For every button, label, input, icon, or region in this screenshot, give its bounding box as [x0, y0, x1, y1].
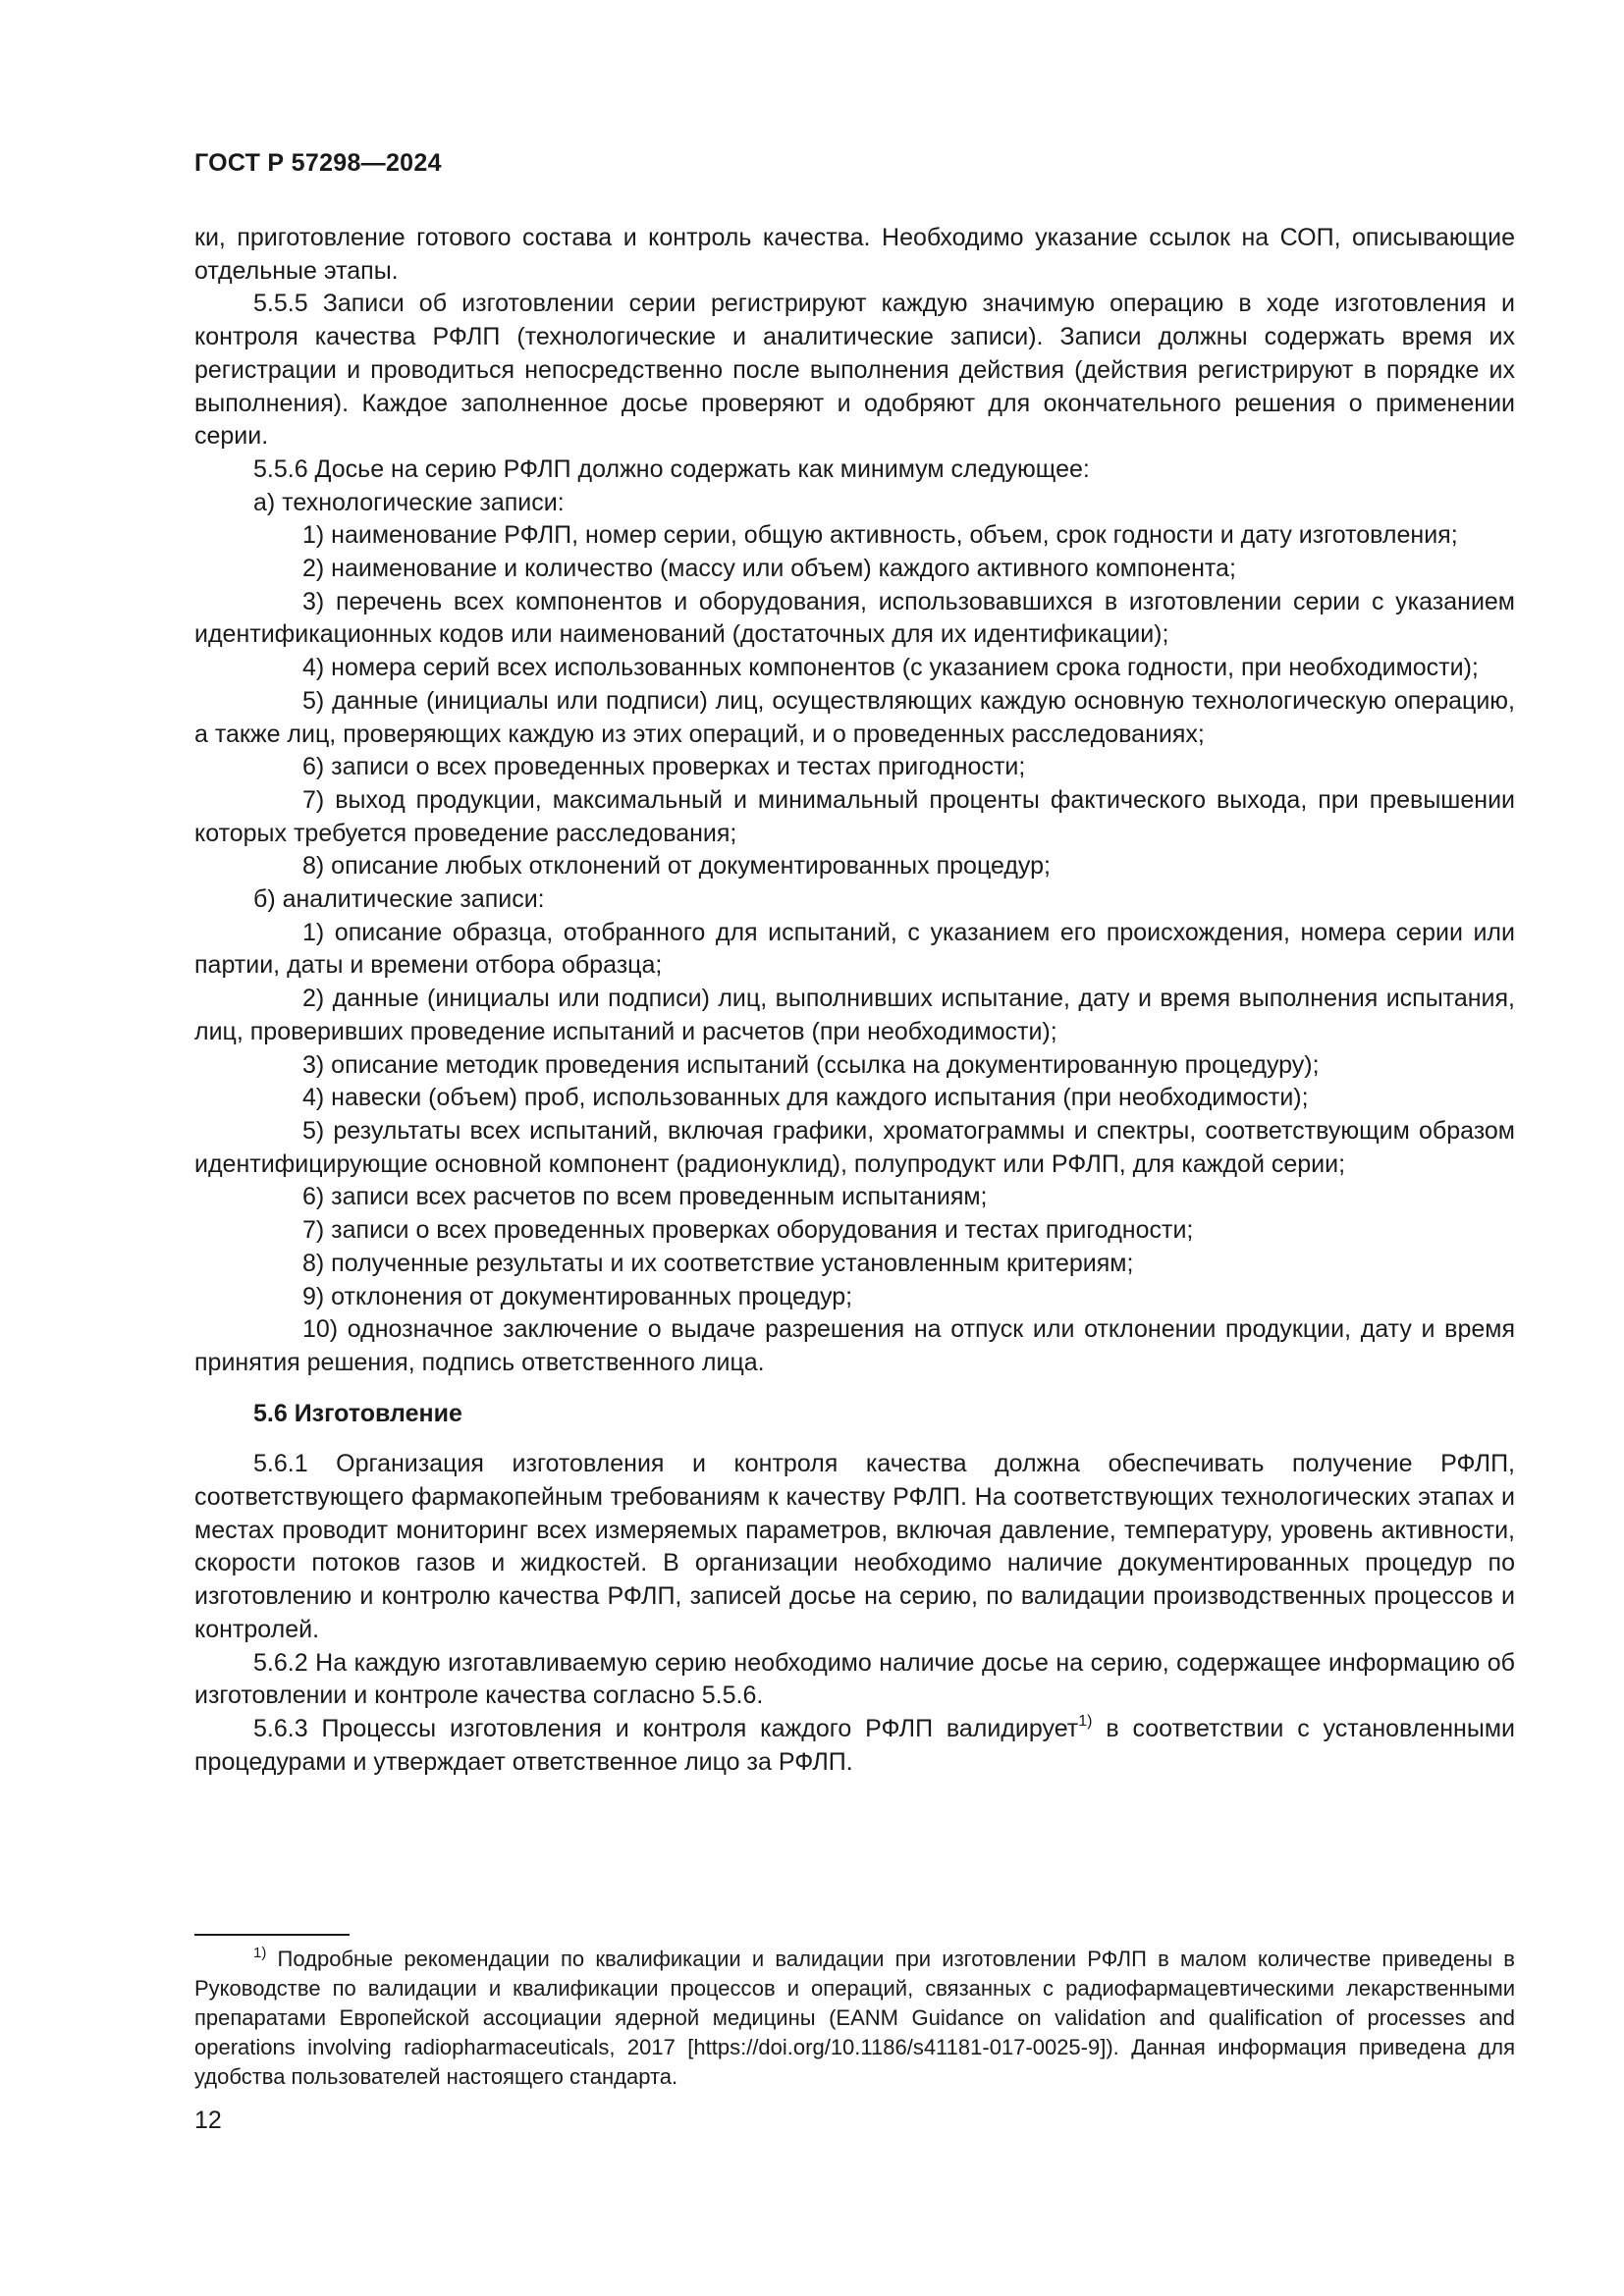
- list-item-tech-5: 5) данные (инициалы или подписи) лиц, осуществляющих каждую основную технологическую операцию, а также лиц, проверяющих каждую из этих операций, и о проведенных расследованиях;: [194, 686, 1515, 748]
- list-item-tech-8: 8) описание любых отклонений от документированных процедур;: [302, 852, 1051, 881]
- list-item-tech-6: 6) записи о всех проведенных проверках и тестах пригодности;: [302, 753, 1026, 781]
- paragraph-5-6-3-text-after: в соответствии с установленными процедурами и утверждает ответственное лицо за РФЛП.: [194, 1714, 1515, 1776]
- paragraph-intro-continuation: ки, приготовление готового состава и контроль качества. Необходимо указание ссылок на СОП, описывающие отдельные этапы.: [194, 224, 1515, 285]
- list-item-tech-2: 2) наименование и количество (массу или объем) каждого активного компонента;: [302, 555, 1236, 583]
- list-label-analytical-records: б) аналитические записи:: [253, 885, 545, 914]
- list-item-anal-8: 8) полученные результаты и их соответствие установленным критериям;: [302, 1249, 1134, 1277]
- list-item-anal-10: 10) однозначное заключение о выдаче разрешения на отпуск или отклонении продукции, дату и время принятия решения, подпись ответственного лица.: [194, 1315, 1515, 1376]
- main-text: [194, 222, 1515, 1779]
- list-item-anal-4: 4) навески (объем) проб, использованных для каждого испытания (при необходимости);: [302, 1084, 1309, 1112]
- list-item-anal-7: 7) записи о всех проведенных проверках оборудования и тестах пригодности;: [302, 1216, 1194, 1245]
- list-item-tech-1: 1) наименование РФЛП, номер серии, общую активность, объем, срок годности и дату изготовления;: [302, 521, 1458, 550]
- footnote-reference[interactable]: 1): [1078, 1712, 1093, 1730]
- list-item-anal-9: 9) отклонения от документированных процедур;: [302, 1282, 853, 1310]
- footnote-marker: 1): [253, 1945, 267, 1961]
- list-item-tech-3: 3) перечень всех компонентов и оборудования, использовавшихся в изготовлении серии с указанием идентификационных кодов или наименований (достаточных для их идентификации);: [194, 587, 1515, 649]
- paragraph-5-6-2: 5.6.2 На каждую изготавливаемую серию необходимо наличие досье на серию, содержащее информацию об изготовлении и контроле качества согласно 5.5.6.: [194, 1648, 1515, 1710]
- list-item-anal-3: 3) описание методик проведения испытаний (ссылка на документированную процедуру);: [302, 1050, 1320, 1079]
- standard-designation: ГОСТ Р 57298—2024: [194, 149, 442, 177]
- list-item-tech-7: 7) выход продукции, максимальный и минимальный проценты фактического выхода, при превышении которых требуется проведение расследования;: [194, 785, 1515, 847]
- paragraph-5-5-6: 5.5.6 Досье на серию РФЛП должно содержать как минимум следующее:: [253, 454, 1090, 483]
- list-label-technological-records: а) технологические записи:: [253, 488, 565, 516]
- paragraph-5-6-1: 5.6.1 Организация изготовления и контроля качества должна обеспечивать получение РФЛП, соответствующего фармакопейным требованиям к качеству РФЛП. На соответствующих технологических этапах и местах проводит мониторинг всех измеряемых параметров, включая давление, температуру, уровень активности, скорости потоков газов и жидкостей. В организации необходимо наличие документированных процедур по изготовлению и контролю качества РФЛП, записей досье на серию, по валидации производственных процессов и контролей.: [194, 1450, 1515, 1643]
- list-item-anal-1: 1) описание образца, отобранного для испытаний, с указанием его происхождения, номера серии или партии, даты и времени отбора образца;: [194, 918, 1515, 980]
- list-item-anal-2: 2) данные (инициалы или подписи) лиц, выполнивших испытание, дату и время выполнения испытания, лиц, проверивших проведение испытаний и расчетов (при необходимости);: [194, 985, 1515, 1045]
- paragraph-5-5-5: 5.5.5 Записи об изготовлении серии регистрируют каждую значимую операцию в ходе изготовления и контроля качества РФЛП (технологические и аналитические записи). Записи должны содержать время их регистрации и проводиться непосредственно после выполнения действия (действия регистрируют в порядке их выполнения). Каждое заполненное досье проверяют и одобряют для окончательного решения о применении серии.: [194, 290, 1515, 451]
- list-item-anal-6: 6) записи всех расчетов по всем проведенным испытаниям;: [302, 1183, 988, 1211]
- page-number: 12: [194, 2107, 222, 2134]
- list-item-tech-4: 4) номера серий всех использованных компонентов (с указанием срока годности, при необходимости);: [302, 654, 1479, 682]
- footnote-text: Подробные рекомендации по квалификации и валидации при изготовлении РФЛП в малом количестве приведены в Руководстве по валидации и квалификации процессов и операций, связанных с радиофармацевтическими лекарственными препаратами Европейской ассоциации ядерной медицины (EANM Guidance on validation and qualification of processes and operations involving radiopharmaceuticals, 2017 [https://doi.org/10.1186/s41181-017-0025-9]). Данная информация приведена для удобства пользователей настоящего стандарта.: [194, 1947, 1515, 2089]
- paragraph-5-6-3: [194, 1713, 1515, 1779]
- list-item-anal-5: 5) результаты всех испытаний, включая графики, хроматограммы и спектры, соответствующим образом идентифицирующие основной компонент (радионуклид), полупродукт или РФЛП, для каждой серии;: [194, 1116, 1515, 1178]
- footnote-separator: [194, 1934, 350, 1936]
- footnote: [194, 1945, 1515, 2092]
- paragraph-5-6-3-text-before: 5.6.3 Процессы изготовления и контроля каждого РФЛП валидирует: [253, 1714, 1079, 1742]
- section-heading-5-6: 5.6 Изготовление: [253, 1399, 462, 1427]
